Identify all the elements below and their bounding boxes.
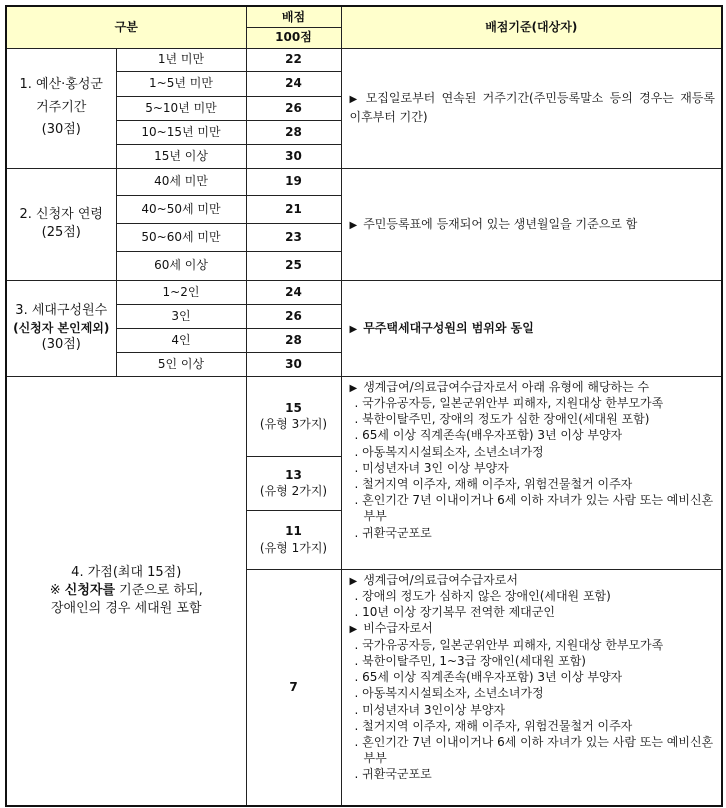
score-value: 7 xyxy=(289,680,298,695)
section-title xyxy=(6,48,116,168)
criteria-text: 생계급여/의료급여수급자로서 아래 유형에 해당하는 수 xyxy=(363,379,650,394)
row-score: 21 xyxy=(246,195,341,223)
section-title-line: 1. 예산·홍성군 xyxy=(19,76,103,92)
criteria-item: . 아동복지시설퇴소자, 소년소녀가정 xyxy=(350,444,716,460)
criteria-item: . 귀환국군포로 xyxy=(350,525,716,541)
row-score: 19 xyxy=(246,168,341,195)
row-label: 60세 이상 xyxy=(116,251,246,280)
header-criteria: 배점기준(대상자) xyxy=(341,6,722,48)
header-score: 배점 xyxy=(246,6,341,27)
section-title-line: (30점) xyxy=(41,337,81,353)
section-title-line: 3. 세대구성원수 xyxy=(15,303,108,319)
criteria-item: . 혼인기간 7년 이내이거나 6세 이하 자녀가 있는 사람 또는 예비신혼부부 xyxy=(350,492,716,524)
criteria-cell xyxy=(341,280,722,376)
score-type: (유형 3가지) xyxy=(259,417,328,431)
score-value: 13 xyxy=(285,467,302,482)
criteria-item: . 10년 이상 장기복무 전역한 제대군인 xyxy=(350,604,716,620)
criteria-item: . 65세 이상 직계존속(배우자포함) 3년 이상 부양자 xyxy=(350,427,716,443)
criteria-cell xyxy=(341,48,722,168)
score-value: 11 xyxy=(285,524,302,539)
criteria-item: . 혼인기간 7년 이내이거나 6세 이하 자녀가 있는 사람 또는 예비신혼부부 xyxy=(350,734,716,766)
criteria-text: 생계급여/의료급여수급자로서 xyxy=(363,572,518,587)
criteria-item: . 철거지역 이주자, 재해 이주자, 위험건물철거 이주자 xyxy=(350,718,716,734)
row-score: 30 xyxy=(246,144,341,168)
criteria-head xyxy=(350,379,716,396)
section-title xyxy=(6,376,246,806)
row-score: 25 xyxy=(246,251,341,280)
row-score: 26 xyxy=(246,304,341,328)
criteria-text: 비수급자로서 xyxy=(363,621,433,636)
note-text: 기준으로 하되, xyxy=(115,582,203,598)
section-title xyxy=(6,280,116,376)
row-score: 22 xyxy=(246,48,341,71)
row-label: 40~50세 미만 xyxy=(116,195,246,223)
bullet-triangle-icon: ▶ xyxy=(349,219,358,231)
score-value: 15 xyxy=(285,400,302,415)
row-label: 5~10년 미만 xyxy=(116,96,246,120)
bullet-triangle-icon: ▶ xyxy=(349,93,360,105)
row-score: 26 xyxy=(246,96,341,120)
criteria-item: . 북한이탈주민, 1~3급 장애인(세대원 포함) xyxy=(350,653,716,669)
criteria-cell xyxy=(341,168,722,280)
bullet-triangle-icon: ▶ xyxy=(349,323,358,335)
criteria-cell xyxy=(341,376,722,569)
criteria-text: 무주택세대구성원의 범위와 동일 xyxy=(363,320,534,335)
bonus-score xyxy=(246,376,341,456)
row-score: 30 xyxy=(246,352,341,376)
criteria-item: . 북한이탈주민, 장애의 정도가 심한 장애인(세대원 포함) xyxy=(350,411,716,427)
row-score: 23 xyxy=(246,223,341,251)
row-label: 4인 xyxy=(116,328,246,352)
score-type: (유형 2가지) xyxy=(259,484,328,498)
section-title-line: 장애인의 경우 세대원 포함 xyxy=(50,600,202,616)
row-label: 10~15년 미만 xyxy=(116,120,246,144)
row-label: 5인 이상 xyxy=(116,352,246,376)
section-title-line: (25점) xyxy=(41,225,81,240)
criteria-text: 모집일로부터 연속된 거주기간(주민등록말소 등의 경우는 재등록 이후부터 기간) xyxy=(349,90,715,124)
section-title-line: 2. 신청자 연령 xyxy=(19,207,103,223)
row-score: 28 xyxy=(246,328,341,352)
row-score: 24 xyxy=(246,71,341,96)
table-row xyxy=(6,376,722,456)
table-row xyxy=(6,168,722,195)
section-title-line: 거주기간 xyxy=(36,99,87,115)
row-label: 15년 이상 xyxy=(116,144,246,168)
header-category: 구분 xyxy=(6,6,246,48)
row-label: 1년 미만 xyxy=(116,48,246,71)
section-title-line: 4. 가점(최대 15점) xyxy=(71,565,182,581)
note-bold: 신청자를 xyxy=(64,582,115,598)
criteria-item: . 귀환국군포로 xyxy=(350,766,716,782)
criteria-item: . 65세 이상 직계존속(배우자포함) 3년 이상 부양자 xyxy=(350,669,716,685)
bullet-triangle-icon: ▶ xyxy=(349,382,358,394)
bullet-triangle-icon: ▶ xyxy=(349,575,358,587)
criteria-head xyxy=(350,572,716,589)
criteria-item: . 국가유공자등, 일본군위안부 피해자, 지원대상 한부모가족 xyxy=(350,637,716,653)
criteria-head xyxy=(350,620,716,637)
bonus-score xyxy=(246,456,341,510)
criteria-item: . 아동복지시설퇴소자, 소년소녀가정 xyxy=(350,685,716,701)
note-mark: ※ xyxy=(49,582,65,598)
criteria-item: . 미성년자녀 3인 이상 부양자 xyxy=(350,460,716,476)
criteria-item: . 미성년자녀 3인이상 부양자 xyxy=(350,702,716,718)
criteria-item: . 철거지역 이주자, 재해 이주자, 위험건물철거 이주자 xyxy=(350,476,716,492)
score-type: (유형 1가지) xyxy=(259,540,328,555)
criteria-cell xyxy=(341,569,722,806)
row-score: 24 xyxy=(246,280,341,304)
table-row xyxy=(6,48,722,71)
row-label: 1~5년 미만 xyxy=(116,71,246,96)
table-row xyxy=(6,280,722,304)
row-label: 1~2인 xyxy=(116,280,246,304)
section-title xyxy=(6,168,116,280)
criteria-item: . 장애의 정도가 심하지 않은 장애인(세대원 포함) xyxy=(350,588,716,604)
criteria-item: . 국가유공자등, 일본군위안부 피해자, 지원대상 한부모가족 xyxy=(350,395,716,411)
bullet-triangle-icon: ▶ xyxy=(349,624,358,636)
criteria-text: 주민등록표에 등재되어 있는 생년월일을 기준으로 함 xyxy=(363,216,638,231)
row-label: 3인 xyxy=(116,304,246,328)
section-title-line: (30점) xyxy=(41,122,81,138)
row-label: 40세 미만 xyxy=(116,168,246,195)
header-total: 100점 xyxy=(246,27,341,48)
bonus-score xyxy=(246,510,341,569)
row-label: 50~60세 미만 xyxy=(116,223,246,251)
section-title-line: (신청자 본인제외) xyxy=(13,320,110,335)
section-title-line xyxy=(7,582,246,600)
bonus-score xyxy=(246,569,341,806)
row-score: 28 xyxy=(246,120,341,144)
score-table xyxy=(5,5,723,807)
